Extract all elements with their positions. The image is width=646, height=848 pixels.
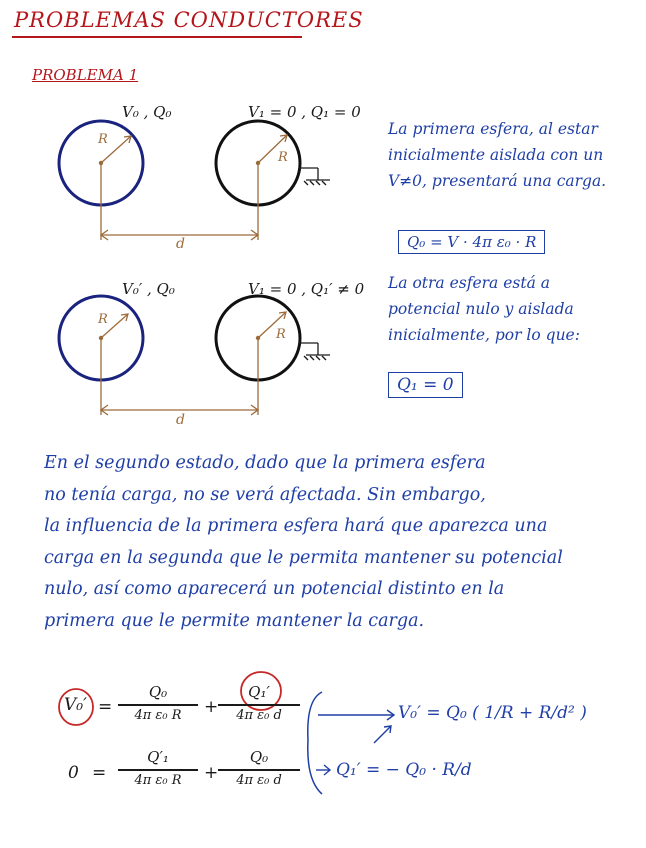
note1-line: V≠0, presentará una carga. [388, 172, 607, 190]
result-v0-prime: V₀′ = Q₀ ( 1/R + R/d² ) [398, 703, 587, 723]
eq2-f2-numerator: Q₀ [249, 748, 269, 766]
eq1-f1-denominator: 4π ε₀ R [134, 707, 182, 723]
side-note-1 [388, 116, 606, 194]
diagram1-distance: d [176, 236, 185, 252]
boxed-formula-q1: Q₁ = 0 [388, 372, 463, 398]
page-title: PROBLEMAS CONDUCTORES [14, 8, 364, 32]
diagram2-radius-left: R [98, 312, 108, 327]
problem-label: PROBLEMA 1 [32, 66, 139, 84]
diagram1-radius-right: R [278, 150, 288, 165]
note2-line: potencial nulo y aislada [388, 300, 574, 318]
eq2-f1-numerator: Q′₁ [147, 748, 169, 766]
distance-arrow-2 [101, 340, 258, 415]
side-note-2 [388, 270, 580, 348]
diagram1-right-label: V₁ = 0 , Q₁ = 0 [248, 103, 361, 121]
diagram2-right-label: V₁ = 0 , Q₁′ ≠ 0 [248, 280, 365, 298]
eq1-lhs: V₀′ [64, 695, 87, 715]
ground-symbol-1 [299, 168, 330, 185]
note1-line: La primera esfera, al estar [388, 120, 598, 138]
diagram1-left-label: V₀ , Q₀ [122, 103, 172, 121]
eq1-f2-numerator: Q₁′ [248, 683, 270, 701]
paragraph-line: la influencia de la primera esfera hará que aparezca una [44, 516, 548, 536]
diagram2-radius-right: R [276, 327, 286, 342]
paragraph-line: nulo, así como aparecerá un potencial distinto en la [44, 579, 505, 599]
eq1-fraction1 [118, 683, 198, 723]
eq1-plus: + [204, 697, 219, 717]
eq2-fraction1 [118, 748, 198, 788]
eq2-f2-denominator: 4π ε₀ d [236, 772, 282, 788]
note1-line: inicialmente aislada con un [388, 146, 604, 164]
eq2-plus: + [204, 763, 219, 783]
eq2-equals: = [92, 763, 107, 783]
eq2-lhs: 0 [68, 763, 79, 783]
eq1-f1-numerator: Q₀ [148, 683, 168, 701]
result-q1-prime: Q₁′ = − Q₀ · R/d [336, 760, 472, 780]
distance-arrow-1 [101, 165, 258, 240]
paragraph-line: no tenía carga, no se verá afectada. Sin embargo, [44, 484, 486, 505]
paragraph-line: En el segundo estado, dado que la primera esfera [44, 453, 486, 473]
explanation-paragraph [44, 448, 634, 637]
eq2-fraction2 [218, 748, 300, 788]
diagram2-distance: d [176, 412, 185, 428]
diagram2-left-label: V₀′ , Q₀ [122, 280, 175, 298]
paragraph-line: primera que le permite mantener la carga. [44, 610, 425, 631]
eq1-fraction2 [218, 683, 300, 723]
eq1-equals: = [98, 697, 113, 717]
note2-line: La otra esfera está a [388, 274, 550, 292]
note2-line: inicialmente, por lo que: [388, 326, 580, 344]
eq2-f1-denominator: 4π ε₀ R [134, 772, 182, 788]
equation-brace [308, 692, 322, 794]
ground-symbol-2 [299, 343, 330, 360]
eq1-f2-denominator: 4π ε₀ d [236, 707, 282, 723]
paragraph-line: carga en la segunda que le permita mantener su potencial [44, 547, 563, 568]
diagram1-radius-left: R [98, 132, 108, 147]
boxed-formula-q0: Q₀ = V · 4π ε₀ · R [398, 230, 545, 254]
